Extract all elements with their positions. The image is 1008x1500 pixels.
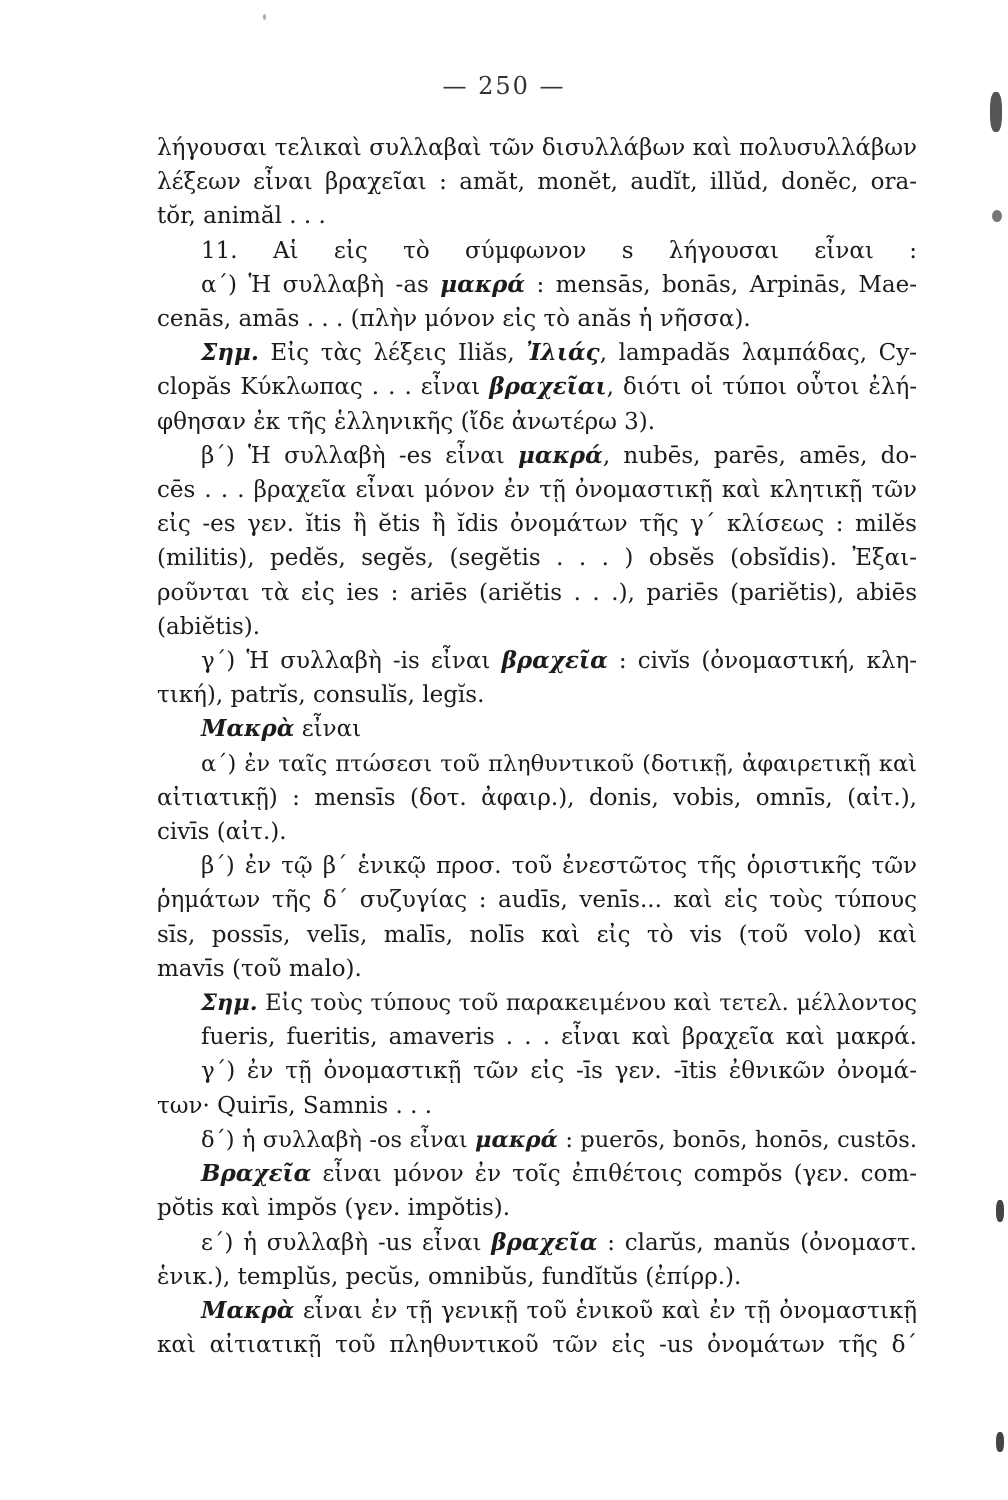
text-line [157, 1157, 917, 1191]
emphasized-term: μακρά [475, 1126, 558, 1153]
scan-speck [992, 210, 1002, 222]
scan-speck [263, 14, 266, 20]
text-segment: ῥημάτων τῆς δ´ συζυγίας : audīs, venīs... καὶ εἰς τοὺς τύπους [157, 887, 917, 914]
text-segment: τική), patrĭs, consulĭs, legĭs. [157, 682, 485, 709]
text-segment: 11. Αἱ εἰς τὸ σύμφωνον s λήγουσαι εἶναι : [201, 237, 917, 264]
emphasized-term: Μακρὰ [201, 715, 295, 743]
text-segment: δ´) ἡ συλλαβὴ -os εἶναι [201, 1126, 476, 1153]
text-line [157, 473, 917, 507]
text-line [157, 370, 917, 404]
text-line [157, 302, 917, 336]
text-segment: Εἰς τὰς λέξεις Iliăs, [258, 340, 527, 367]
text-line [157, 1123, 917, 1157]
text-segment: γ´) Ἡ συλλαβὴ -is εἶναι [201, 648, 502, 675]
text-segment: civīs (αἰτ.). [157, 819, 287, 846]
text-block [157, 131, 917, 1362]
text-segment: ἑνικ.), templŭs, pecŭs, omnibŭs, fundĭtŭs (ἐπίρρ.). [157, 1263, 742, 1290]
text-line [157, 1328, 917, 1362]
text-line [157, 131, 917, 165]
text-segment: Εἰς τοὺς τύπους τοῦ παρακειμένου καὶ τετελ. μέλλοντος [257, 990, 917, 1017]
text-line [157, 781, 917, 815]
text-line [157, 952, 917, 986]
text-segment: αἰτιατικῇ) : mensīs (δοτ. ἀφαιρ.), donis, vobis, omnīs, (αἰτ.), [157, 784, 917, 811]
text-segment: , διότι οἱ τύποι οὗτοι ἐλή- [606, 374, 917, 401]
emphasized-term: βραχεῖαι [489, 373, 607, 401]
text-line [157, 883, 917, 917]
text-segment: , lampadăs λαμπάδας, Cy- [599, 340, 918, 367]
text-segment: εἰς -es γεν. ĭtis ἢ ĕtis ἢ ĭdis ὀνομάτων τῆς γ´ κλίσεως : milĕs [157, 511, 917, 538]
text-segment: sīs, possīs, velīs, malīs, nolīs καὶ εἰς τὸ vis (τοῦ volo) καὶ [157, 921, 917, 948]
text-segment: fueris, fueritis, amaveris . . . εἶναι καὶ βραχεῖα καὶ μακρά. [201, 1024, 917, 1051]
text-line [157, 1191, 917, 1225]
text-segment: : civĭs (ὀνομαστική, κλη- [607, 648, 917, 675]
text-segment: των· Quirīs, Samnis . . . [157, 1092, 433, 1119]
text-line [157, 747, 917, 781]
emphasized-term: Μακρὰ [201, 1296, 295, 1324]
text-segment: εἶναι μόνον ἐν τοῖς ἐπιθέτοις compŏs (γεν. com- [311, 1161, 917, 1188]
text-segment: εἶναι ἐν τῇ γενικῇ τοῦ ἑνικοῦ καὶ ἐν τῇ ὀνομαστικῇ [294, 1297, 917, 1324]
text-line [157, 507, 917, 541]
text-segment: : puerōs, bonōs, honōs, custōs. [557, 1126, 917, 1153]
text-line [157, 610, 917, 644]
text-line [157, 986, 917, 1020]
text-line [157, 576, 917, 610]
text-segment: cēs . . . βραχεῖα εἶναι μόνον ἐν τῇ ὀνομαστικῇ καὶ κλητικῇ τῶν [157, 477, 917, 504]
scan-speck [996, 1432, 1004, 1452]
text-segment: , nubēs, parēs, amēs, do- [602, 442, 918, 469]
text-segment: φθησαν ἐκ τῆς ἑλληνικῆς (ἴδε ἀνωτέρω 3). [157, 408, 656, 435]
emphasized-term: Σημ. [201, 339, 259, 367]
text-segment: ε´) ἡ συλλαβὴ -us εἶναι [201, 1229, 492, 1256]
text-segment: α´) Ἡ συλλαβὴ -as [201, 271, 441, 298]
text-line [157, 712, 917, 746]
page-number: — 250 — [442, 72, 566, 100]
text-segment: καὶ αἰτιατικῇ τοῦ πληθυντικοῦ τῶν εἰς -us ὀνομάτων τῆς δ´ [157, 1332, 917, 1359]
scan-speck [996, 1200, 1004, 1222]
emphasized-term: βραχεῖα [501, 647, 608, 675]
text-line [157, 849, 917, 883]
text-line [157, 1294, 917, 1328]
text-line [157, 336, 917, 370]
text-line [157, 234, 917, 268]
text-segment: pŏtis καὶ impŏs (γεν. impŏtis). [157, 1195, 511, 1222]
text-line [157, 815, 917, 849]
emphasized-term: Βραχεῖα [201, 1160, 312, 1188]
emphasized-term: βραχεῖα [491, 1228, 598, 1256]
text-line [157, 1226, 917, 1260]
text-segment: εἶναι [294, 716, 362, 743]
text-line [157, 1054, 917, 1088]
text-segment: β´) ἐν τῷ β´ ἑνικῷ προσ. τοῦ ἐνεστῶτος τῆς ὁριστικῆς τῶν [201, 853, 917, 880]
text-line [157, 541, 917, 575]
emphasized-term: μακρά [440, 270, 526, 298]
text-line [157, 1260, 917, 1294]
text-segment: (abiĕtis). [157, 613, 261, 640]
text-line [157, 918, 917, 952]
text-segment: ροῦνται τὰ εἰς ies : ariēs (ariĕtis . . .), pariēs (pariĕtis), abiēs [157, 579, 917, 606]
text-segment: cenās, amās . . . (πλὴν μόνον εἰς τὸ anăs ἡ νῆσσα). [157, 306, 751, 333]
scan-speck [990, 92, 1002, 132]
text-segment: tŏr, animăl . . . [157, 203, 326, 230]
text-line [157, 644, 917, 678]
text-line [157, 268, 917, 302]
emphasized-term: Σημ. [201, 990, 258, 1017]
text-line [157, 165, 917, 199]
text-segment: λήγουσαι τελικαὶ συλλαβαὶ τῶν δισυλλάβων καὶ πολυσυλλάβων [157, 135, 917, 161]
emphasized-term: Ἰλιάς [526, 339, 600, 367]
text-line [157, 1020, 917, 1054]
text-line [157, 199, 917, 233]
text-segment: α´) ἐν ταῖς πτώσεσι τοῦ πληθυντικοῦ (δοτικῇ, ἀφαιρετικῇ καὶ [201, 750, 917, 777]
text-segment: (militis), pedĕs, segĕs, (segĕtis . . . ) obsĕs (obsĭdis). Ἐξαι- [157, 545, 917, 572]
text-segment: : clarŭs, manŭs (ὀνομαστ. [597, 1229, 917, 1256]
text-segment: β´) Ἡ συλλαβὴ -es εἶναι [201, 442, 519, 469]
text-line [157, 1089, 917, 1123]
text-line [157, 439, 917, 473]
text-segment: λέξεων εἶναι βραχεῖαι : amăt, monĕt, audĭt, illŭd, donĕc, ora- [157, 169, 917, 196]
text-line [157, 678, 917, 712]
emphasized-term: μακρά [518, 441, 603, 469]
text-segment: γ´) ἐν τῇ ὀνομαστικῇ τῶν εἰς -īs γεν. -ītis ἐθνικῶν ὀνομά- [201, 1058, 917, 1085]
text-segment: : mensās, bonās, Arpinās, Mae- [525, 271, 917, 298]
text-segment: mavīs (τοῦ malo). [157, 955, 362, 982]
text-segment: clopăs Κύκλωπας . . . εἶναι [157, 374, 490, 401]
text-line [157, 405, 917, 439]
